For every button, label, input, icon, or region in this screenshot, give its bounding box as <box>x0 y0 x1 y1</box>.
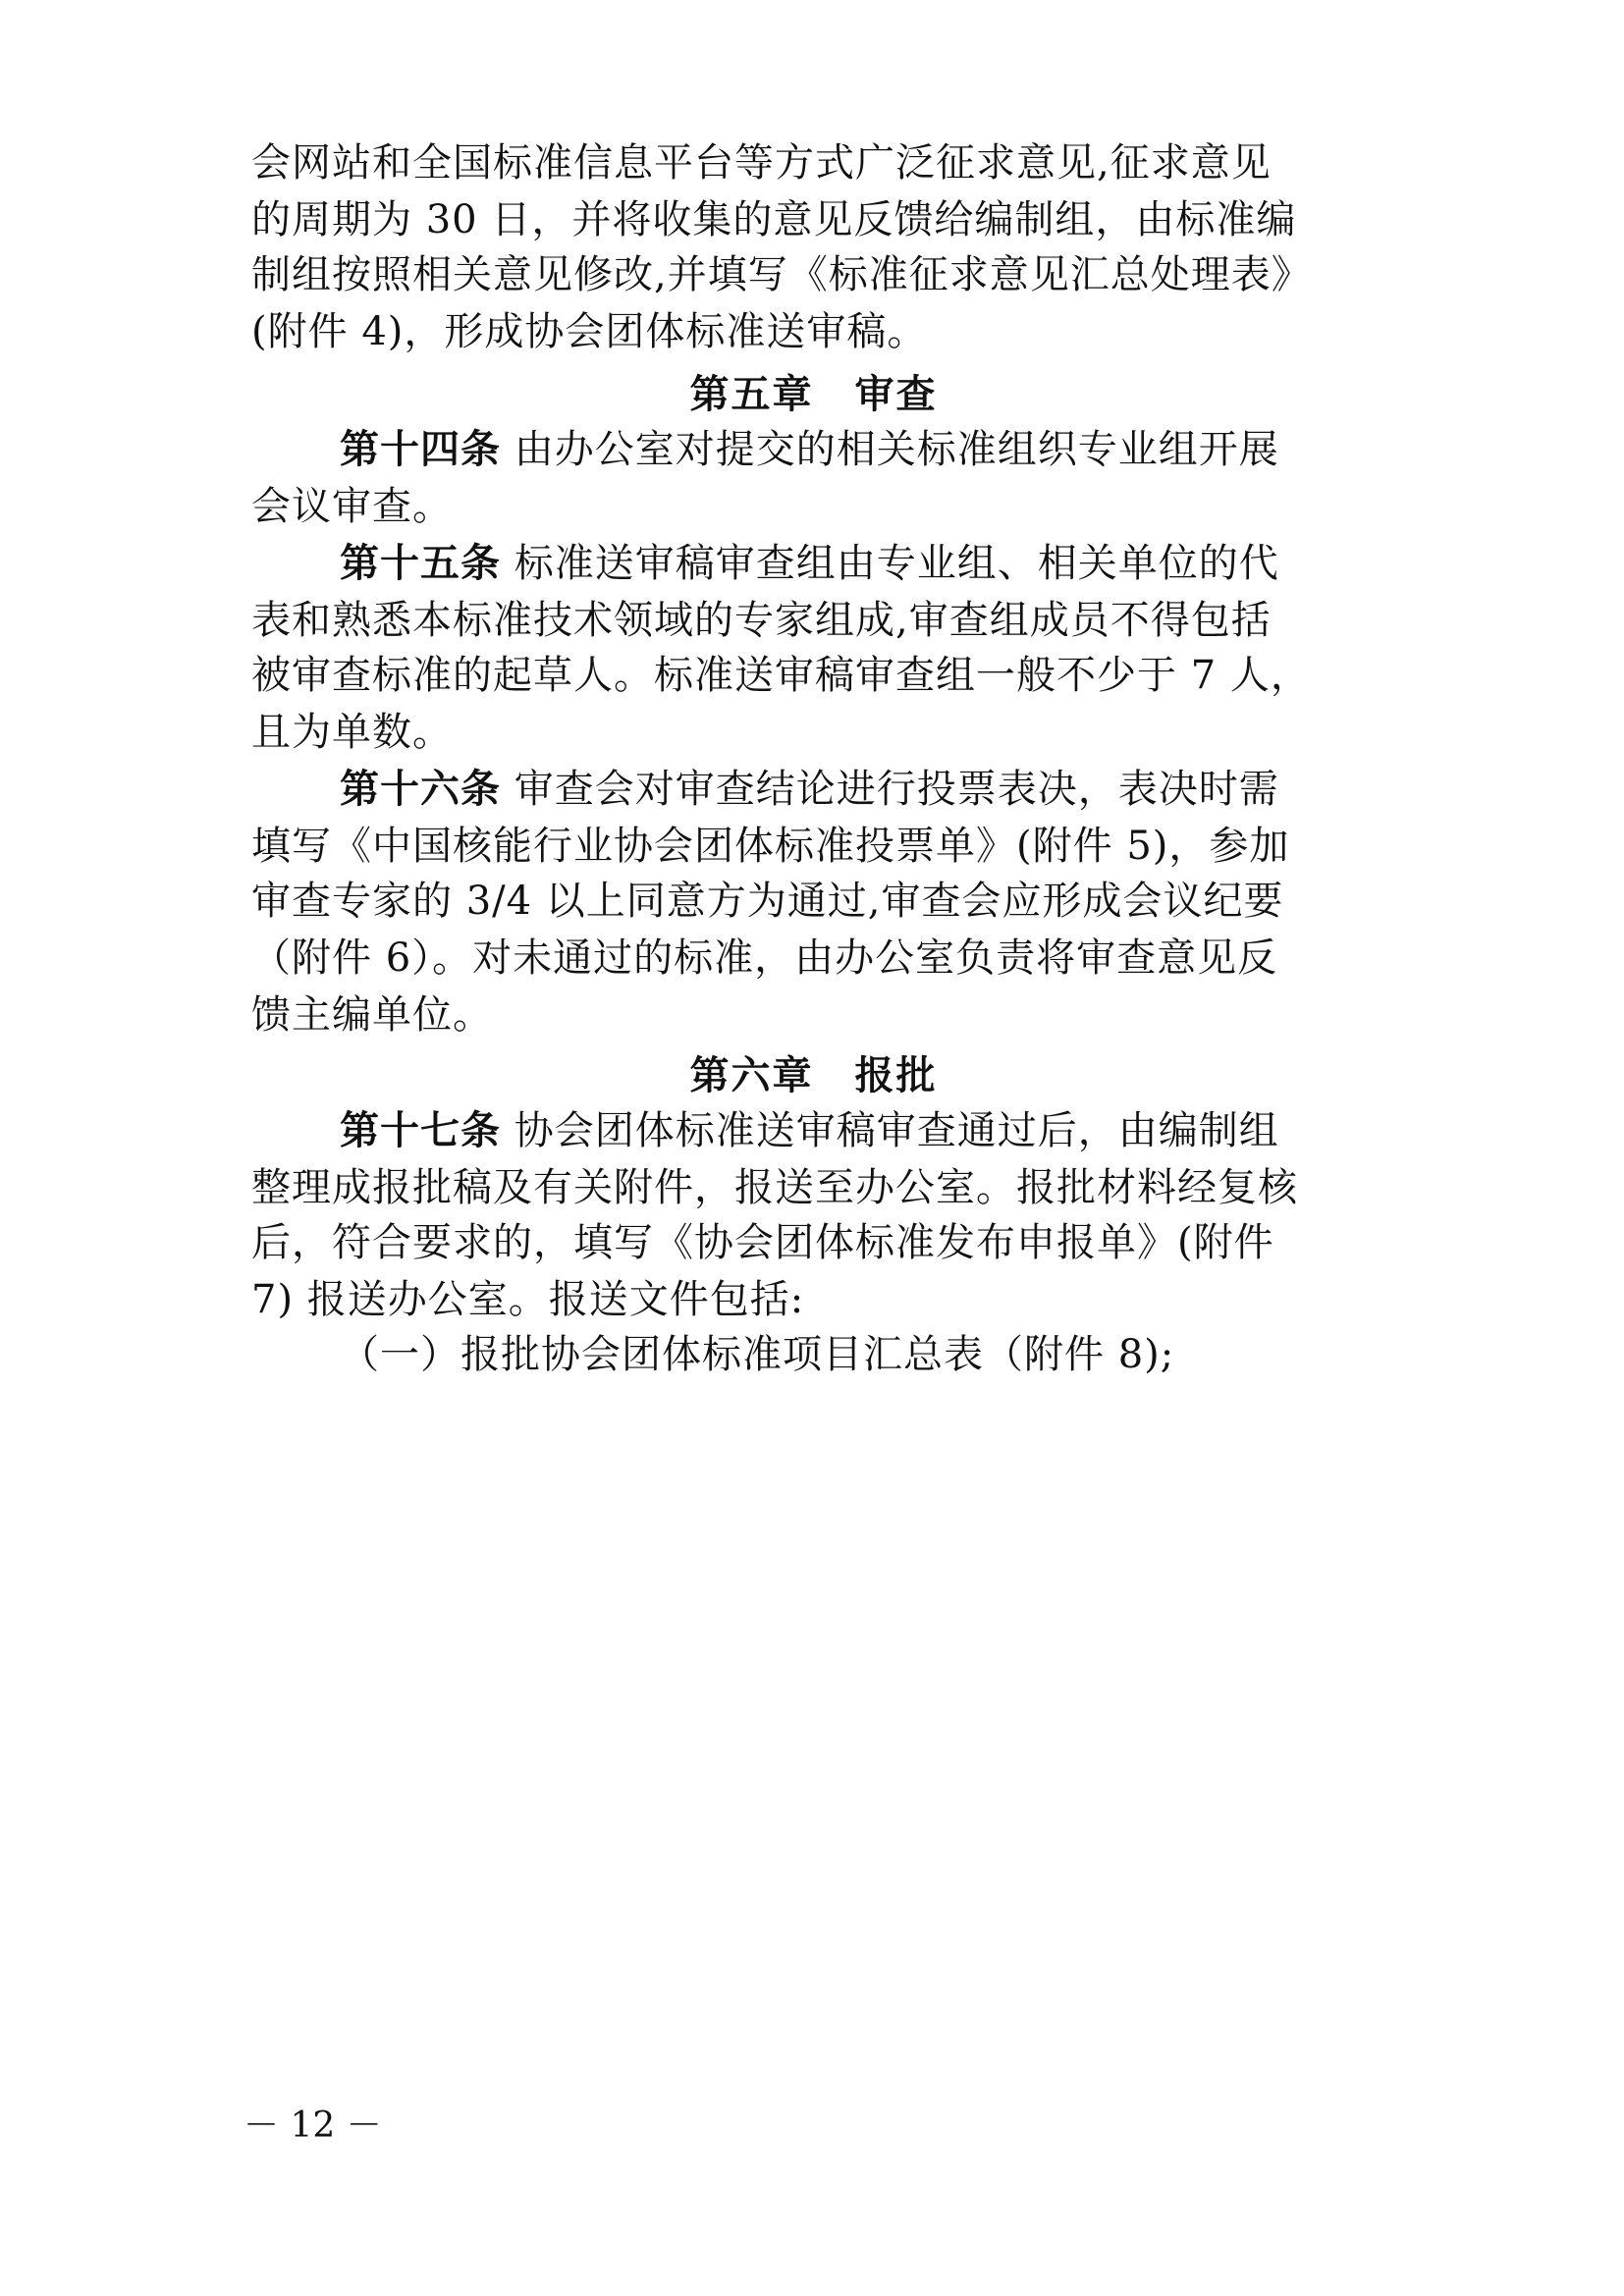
article-text: 协会团体标准送审稿审查通过后，由编制组 <box>514 1108 1279 1153</box>
article-line: 表和熟悉本标准技术领域的专家组成,审查组成员不得包括 <box>251 598 1272 643</box>
article-line: 馈主编单位。 <box>251 992 493 1038</box>
article-label: 第十五条 <box>340 541 501 586</box>
article-label: 第十四条 <box>340 427 501 472</box>
page-number: － 12 － <box>244 2106 382 2146</box>
article-line <box>340 1103 1376 1158</box>
article-text: 由办公室对提交的相关标准组织专业组开展 <box>514 427 1279 472</box>
article-line: 填写《中国核能行业协会团体标准投票单》(附件 5)，参加 <box>251 824 1290 869</box>
paragraph-line: 的周期为 30 日，并将收集的意见反馈给编制组，由标准编 <box>251 197 1297 242</box>
article-line: （附件 6）。对未通过的标准，由办公室负责将审查意见反 <box>251 935 1278 981</box>
article-line <box>340 536 1376 591</box>
paragraph-line: (附件 4)，形成协会团体标准送审稿。 <box>251 309 928 354</box>
article-line: 被审查标准的起草人。标准送审稿审查组一般不少于 7 人， <box>251 653 1311 698</box>
article-line <box>340 762 1376 817</box>
article-text: 审查会对审查结论进行投票表决，表决时需 <box>514 767 1279 812</box>
article-line: 整理成报批稿及有关附件，报送至办公室。报批材料经复核 <box>251 1165 1298 1210</box>
article-line: 审查专家的 3/4 以上同意方为通过,审查会应形成会议纪要 <box>251 879 1284 924</box>
article-line <box>340 422 1376 477</box>
chapter-heading: 第五章 审查 <box>689 372 938 417</box>
article-line: 后，符合要求的，填写《协会团体标准发布申报单》(附件 <box>251 1220 1274 1265</box>
article-label: 第十七条 <box>340 1108 501 1153</box>
article-line: 且为单数。 <box>251 710 453 755</box>
article-label: 第十六条 <box>340 767 501 812</box>
paragraph-line: 制组按照相关意见修改,并填写《标准征求意见汇总处理表》 <box>251 252 1312 297</box>
article-text: 标准送审稿审查组由专业组、相关单位的代 <box>514 541 1279 586</box>
article-line: 7) 报送办公室。报送文件包括: <box>251 1277 805 1322</box>
article-line: 会议审查。 <box>251 484 453 529</box>
chapter-heading: 第六章 报批 <box>689 1053 938 1098</box>
paragraph-line: 会网站和全国标准信息平台等方式广泛征求意见,征求意见 <box>251 140 1272 186</box>
list-item: （一）报批协会团体标准项目汇总表（附件 8); <box>340 1332 1175 1377</box>
